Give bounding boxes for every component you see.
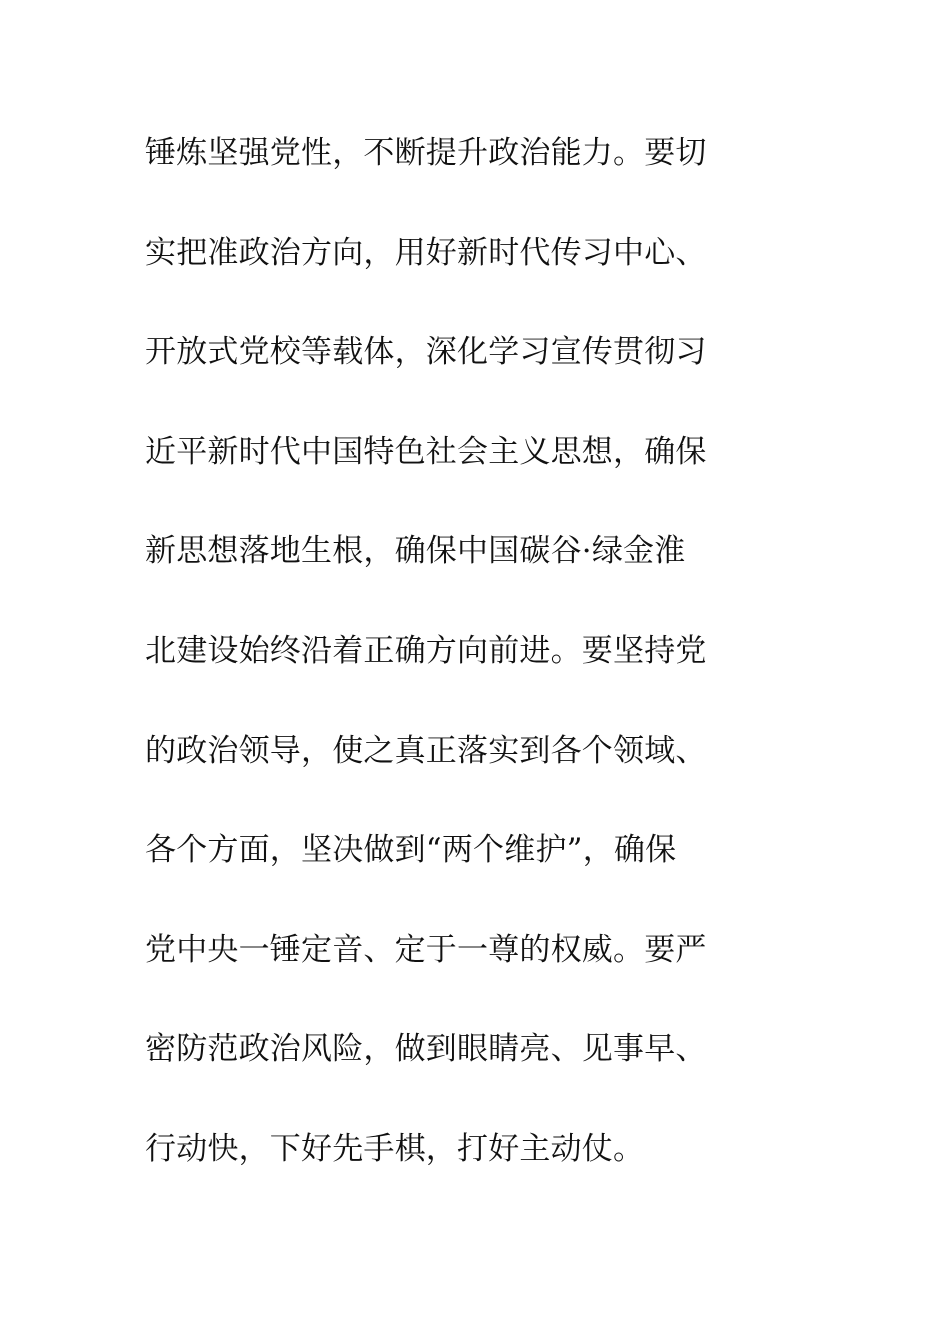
text-line: 实把准政治方向，用好新时代传习中心、 [145,234,707,271]
text-line: 开放式党校等载体，深化学习宣传贯彻习 [145,334,707,371]
text-line: 的政治领导，使之真正落实到各个领域、 [145,732,707,769]
text-line: 近平新时代中国特色社会主义思想，确保 [145,433,707,470]
text-line: 密防范政治风险，做到眼睛亮、见事早、 [145,1031,707,1068]
text-line: 各个方面，坚决做到“两个维护”，确保 [145,832,677,869]
text-line: 党中央一锤定音、定于一尊的权威。要严 [145,931,707,968]
text-line: 锤炼坚强党性，不断提升政治能力。要切 [145,135,707,171]
body-paragraph [145,128,805,1224]
text-line: 行动快，下好先手棋，打好主动仗。 [145,1130,645,1167]
text-line: 北建设始终沿着正确方向前进。要坚持党 [145,632,707,669]
text-line: 新思想落地生根，确保中国碳谷·绿金淮 [145,533,686,570]
